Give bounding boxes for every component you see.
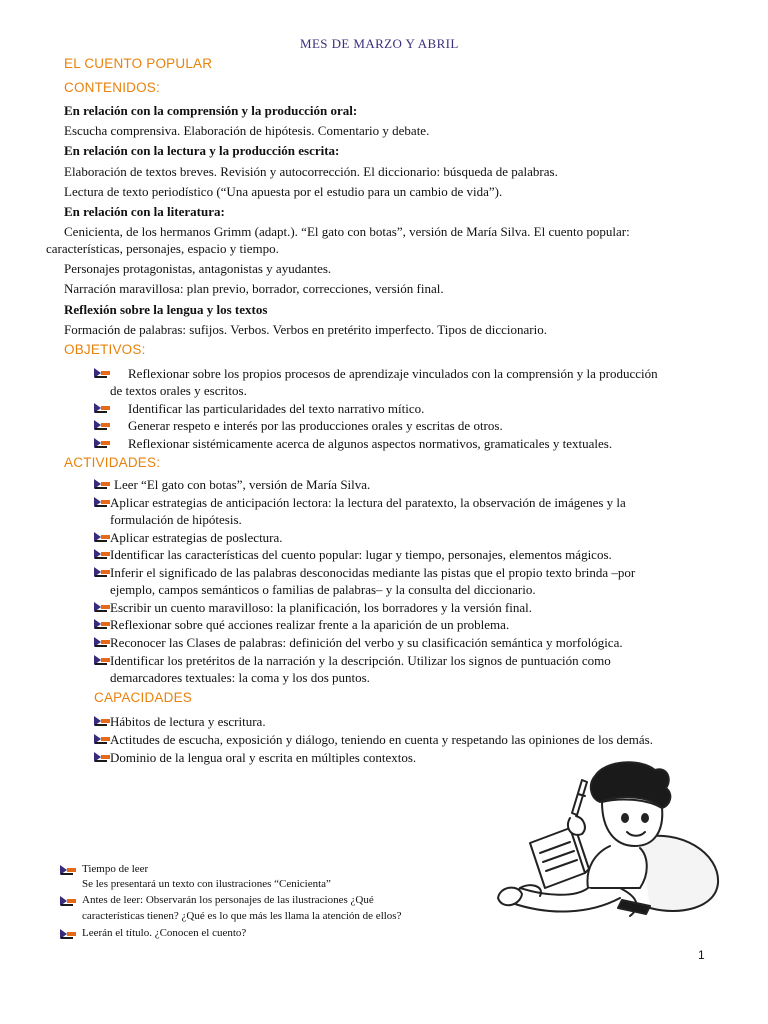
objetivo-3: Generar respeto e interés por las producciones orales y escritas de otros. [128, 418, 503, 433]
bottom-item-1: Tiempo de leer [82, 863, 149, 875]
bullet-icon [58, 864, 78, 876]
escrita-text-2: Lectura de texto periodístico (“Una apuesta por el estudio para un cambio de vida”). [64, 184, 503, 199]
capacidades-heading: CAPACIDADES [94, 690, 192, 705]
actividad-7: Reflexionar sobre qué acciones realizar frente a la aparición de un problema. [110, 617, 510, 632]
bottom-item-2b: características tienen? ¿Qué es lo que más les llama la atención de ellos? [82, 910, 402, 922]
contenidos-heading: CONTENIDOS: [64, 80, 160, 95]
bullet-icon [92, 402, 112, 414]
objetivo-2: Identificar las particularidades del texto narrativo mítico. [128, 401, 425, 416]
capacidad-1: Hábitos de lectura y escritura. [110, 714, 266, 729]
objetivo-1b: de textos orales y escritos. [110, 383, 247, 398]
oral-text: Escucha comprensiva. Elaboración de hipótesis. Comentario y debate. [64, 123, 430, 138]
actividad-5a: Inferir el significado de las palabras desconocidas mediante las pistas que el propio texto brinda –por [110, 565, 636, 580]
actividad-6: Escribir un cuento maravilloso: la planificación, los borradores y la versión final. [110, 600, 533, 615]
bullet-icon [92, 618, 112, 630]
actividad-2b: formulación de hipótesis. [110, 512, 242, 527]
objetivo-4: Reflexionar sistémicamente acerca de algunos aspectos normativos, gramaticales y textuales. [128, 436, 613, 451]
escrita-text-1: Elaboración de textos breves. Revisión y autocorrección. El diccionario: búsqueda de palabras. [64, 164, 558, 179]
bullet-icon [92, 654, 112, 666]
bullet-icon [92, 367, 112, 379]
lengua-text: Formación de palabras: sufijos. Verbos. Verbos en pretérito imperfecto. Tipos de diccionario. [64, 322, 547, 337]
bullet-icon [58, 895, 78, 907]
bullet-icon [92, 478, 112, 490]
bullet-icon [92, 636, 112, 648]
oral-heading: En relación con la comprensión y la producción oral: [64, 103, 358, 118]
actividad-5b: ejemplo, campos semánticos o familias de palabras– y la consulta del diccionario. [110, 582, 536, 597]
bullet-icon [92, 531, 112, 543]
bottom-item-3: Leerán el título. ¿Conocen el cuento? [82, 927, 247, 939]
bullet-icon [58, 928, 78, 940]
bottom-item-2a: Antes de leer: Observarán los personajes de las ilustraciones ¿Qué [82, 894, 374, 906]
objetivo-1a: Reflexionar sobre los propios procesos de aprendizaje vinculados con la comprensión y la producción [128, 366, 658, 381]
doc-title: MES DE MARZO Y ABRIL [300, 36, 459, 51]
actividad-8: Reconocer las Clases de palabras: definición del verbo y su clasificación semántica y morfológica. [110, 635, 623, 650]
bullet-icon [92, 496, 112, 508]
doc-subtitle: EL CUENTO POPULAR [64, 56, 213, 71]
page-number: 1 [698, 948, 705, 962]
literatura-text-1a: Cenicienta, de los hermanos Grimm (adapt.). “El gato con botas”, versión de María Silva. El cuento popular: [64, 224, 630, 239]
child-reading-illustration [490, 758, 740, 918]
literatura-text-3: Narración maravillosa: plan previo, borrador, correcciones, versión final. [64, 281, 444, 296]
actividad-3: Aplicar estrategias de poslectura. [110, 530, 283, 545]
actividad-9a: Identificar los pretéritos de la narración y la descripción. Utilizar los signos de puntuación como [110, 653, 611, 668]
escrita-heading: En relación con la lectura y la producción escrita: [64, 143, 340, 158]
capacidad-3: Dominio de la lengua oral y escrita en múltiples contextos. [110, 750, 417, 765]
bullet-icon [92, 548, 112, 560]
literatura-heading: En relación con la literatura: [64, 204, 225, 219]
actividades-heading: ACTIVIDADES: [64, 455, 161, 470]
literatura-text-2: Personajes protagonistas, antagonistas y ayudantes. [64, 261, 332, 276]
bullet-icon [92, 715, 112, 727]
actividad-2a: Aplicar estrategias de anticipación lectora: la lectura del paratexto, la observación de imágenes y la [110, 495, 626, 510]
bullet-icon [92, 419, 112, 431]
bullet-icon [92, 566, 112, 578]
bottom-item-1-sub: Se les presentará un texto con ilustraciones “Cenicienta” [82, 878, 331, 890]
actividad-9b: demarcadores textuales: la coma y los dos puntos. [110, 670, 370, 685]
lengua-heading: Reflexión sobre la lengua y los textos [64, 302, 268, 317]
capacidad-2: Actitudes de escucha, exposición y diálogo, teniendo en cuenta y respetando las opiniones de los demás. [110, 732, 653, 747]
objetivos-heading: OBJETIVOS: [64, 342, 146, 357]
bullet-icon [92, 751, 112, 763]
bullet-icon [92, 733, 112, 745]
literatura-text-1b: características, personajes, espacio y tiempo. [46, 241, 279, 256]
bullet-icon [92, 437, 112, 449]
actividad-4: Identificar las características del cuento popular: lugar y tiempo, personajes, elementos mágicos. [110, 547, 612, 562]
bullet-icon [92, 601, 112, 613]
actividad-1: Leer “El gato con botas”, versión de María Silva. [114, 477, 371, 492]
